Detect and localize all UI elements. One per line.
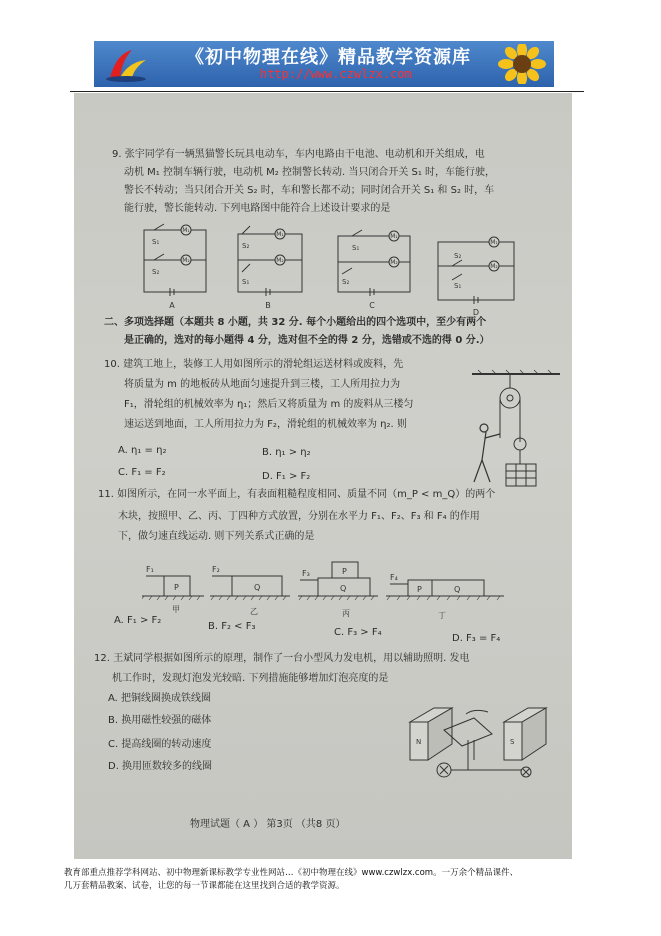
q11-option-c: C. F₃ > F₄ xyxy=(334,627,382,638)
banner-url[interactable]: http://www.czwlzx.com xyxy=(260,67,412,81)
q11-option-a: A. F₁ > F₂ xyxy=(114,615,162,626)
circuit-b-s2: S₂ xyxy=(242,242,250,250)
site-banner xyxy=(94,41,554,87)
block-p-a: P xyxy=(174,583,179,592)
q11-option-b: B. F₂ < F₃ xyxy=(208,621,256,632)
circuit-c xyxy=(338,230,410,296)
circuit-c-s2: S₂ xyxy=(342,278,350,286)
force-f2: F₂ xyxy=(212,565,220,574)
magnet-pole-n: N xyxy=(416,738,422,746)
circuit-a xyxy=(144,224,206,296)
circuit-c-s1: S₁ xyxy=(352,244,360,252)
q12-option-a: A. 把铜线圈换成铁线圈 xyxy=(108,693,212,704)
q11-line-3: 下，做匀速直线运动. 则下列关系式正确的是 xyxy=(118,531,315,542)
q12-line-2: 机工作时，发现灯泡发光较暗. 下列措施能够增加灯泡亮度的是 xyxy=(112,673,389,684)
block-q-c: Q xyxy=(340,584,347,593)
circuit-b-m2: M₂ xyxy=(276,257,284,264)
site-footer-line-2: 几万套精品教案、试卷，让您的每一节课都能在这里找到合适的教学资源。 xyxy=(64,881,345,891)
q10-option-d: D. F₁ > F₂ xyxy=(262,471,311,482)
figure-label-jia: 甲 xyxy=(172,605,180,614)
q9-line-4: 能行驶，警长能转动. 下列电路图中能符合上述设计要求的是 xyxy=(124,203,391,214)
banner-title: 《初中物理在线》精品教学资源库 xyxy=(186,47,471,68)
q10-line-4: 速运送到地面，工人所用拉力为 F₂，滑轮组的机械效率为 η₂. 则 xyxy=(124,419,407,430)
circuit-a-s2: S₂ xyxy=(152,268,160,276)
block-q-b: Q xyxy=(254,583,261,592)
circuit-c-m1: M₁ xyxy=(390,233,398,240)
circuit-d-s1: S₁ xyxy=(454,282,462,290)
site-footer-line-1: 教育部重点推荐学科网站、初中物理新课标教学专业性网站…《初中物理在线》www.czwlzx.com。一万余个精品课件、 xyxy=(64,868,519,878)
circuit-a-s1: S₁ xyxy=(152,238,160,246)
circuit-d xyxy=(438,237,514,304)
pulley-worker-figure xyxy=(468,368,562,490)
force-f3: F₃ xyxy=(302,569,310,578)
circuit-label-a: A xyxy=(169,301,175,310)
q9-circuit-diagrams xyxy=(138,222,530,320)
circuit-a-m1: M₁ xyxy=(182,227,190,234)
q9-line-3: 警长不转动；当只闭合开关 S₂ 时，车和警长都不动；同时闭合开关 S₁ 和 S₂ 时，车 xyxy=(124,185,495,196)
circuit-label-b: B xyxy=(265,301,271,310)
paper-page-footer: 物理试题（ A ） 第3页 （共8 页） xyxy=(190,819,346,830)
q10-option-b: B. η₁ > η₂ xyxy=(262,447,311,458)
q12-option-d: D. 换用匝数较多的线圈 xyxy=(108,761,213,772)
circuit-d-m1: M₁ xyxy=(490,239,498,246)
q11-line-1: 11. 如图所示，在同一水平面上，有表面粗糙程度相同、质量不同（m_P < m_Q）的两个 xyxy=(98,489,496,500)
figure-label-bing: 丙 xyxy=(342,609,350,618)
worker-icon xyxy=(474,424,500,482)
figure-label-yi: 乙 xyxy=(250,607,258,616)
force-f1: F₁ xyxy=(146,565,154,574)
block-p-c: P xyxy=(342,567,347,576)
block-p-d: P xyxy=(417,585,422,594)
q12-option-b: B. 换用磁性较强的磁体 xyxy=(108,715,212,726)
block-q-d: Q xyxy=(454,585,461,594)
section-2-heading-line-2: 是正确的，选对的每小题得 4 分，选对但不全的得 2 分，选错或不选的得 0 分.） xyxy=(124,335,490,346)
force-f4: F₄ xyxy=(390,573,398,582)
circuit-label-c: C xyxy=(369,301,375,310)
site-logo-icon xyxy=(102,44,150,84)
circuit-b-s1: S₁ xyxy=(242,278,250,286)
q11-block-figures xyxy=(142,560,524,622)
q9-line-2: 动机 M₁ 控制车辆行驶，电动机 M₂ 控制警长转动. 当只闭合开关 S₁ 时，车能行驶， xyxy=(124,167,496,178)
q10-line-2: 将质量为 m 的地板砖从地面匀速提升到三楼，工人所用拉力为 xyxy=(124,379,401,390)
site-footer xyxy=(64,867,518,893)
generator-figure xyxy=(404,700,554,786)
circuit-a-m2: M₂ xyxy=(182,257,190,264)
q10-option-a: A. η₁ = η₂ xyxy=(118,445,167,456)
q11-line-2: 木块，按照甲、乙、丙、丁四种方式放置，分别在水平力 F₁、F₂、F₃ 和 F₄ 的作用 xyxy=(118,511,480,522)
sunflower-icon xyxy=(494,44,550,84)
circuit-b-m1: M₁ xyxy=(276,231,284,238)
magnet-pole-s: S xyxy=(510,738,515,746)
q11-option-d: D. F₃ = F₄ xyxy=(452,633,501,644)
q10-line-1: 10. 建筑工地上，装修工人用如图所示的滑轮组运送材料或废料，先 xyxy=(104,359,404,370)
q12-option-c: C. 提高线圈的转动速度 xyxy=(108,739,212,750)
figure-label-ding: 丁 xyxy=(438,611,446,620)
circuit-c-m2: M₂ xyxy=(390,259,398,266)
circuit-d-s2: S₂ xyxy=(454,252,462,260)
circuit-label-d: D xyxy=(472,308,480,317)
q10-line-3: F₁，滑轮组的机械效率为 η₁；然后又将质量为 m 的废料从三楼匀 xyxy=(124,399,414,410)
header-rule xyxy=(70,91,584,92)
section-2-heading-line-1: 二、多项选择题（本题共 8 小题，共 32 分. 每个小题给出的四个选项中，至少有两个 xyxy=(104,317,487,328)
circuit-d-m2: M₂ xyxy=(490,263,498,270)
q12-line-1: 12. 王斌同学根据如图所示的原理，制作了一台小型风力发电机，用以辅助照明. 发电 xyxy=(94,653,470,664)
q9-line-1: 9. 张宇同学有一辆黑猫警长玩具电动车，车内电路由干电池、电动机和开关组成，电 xyxy=(112,149,485,160)
q10-option-c: C. F₁ = F₂ xyxy=(118,467,166,478)
